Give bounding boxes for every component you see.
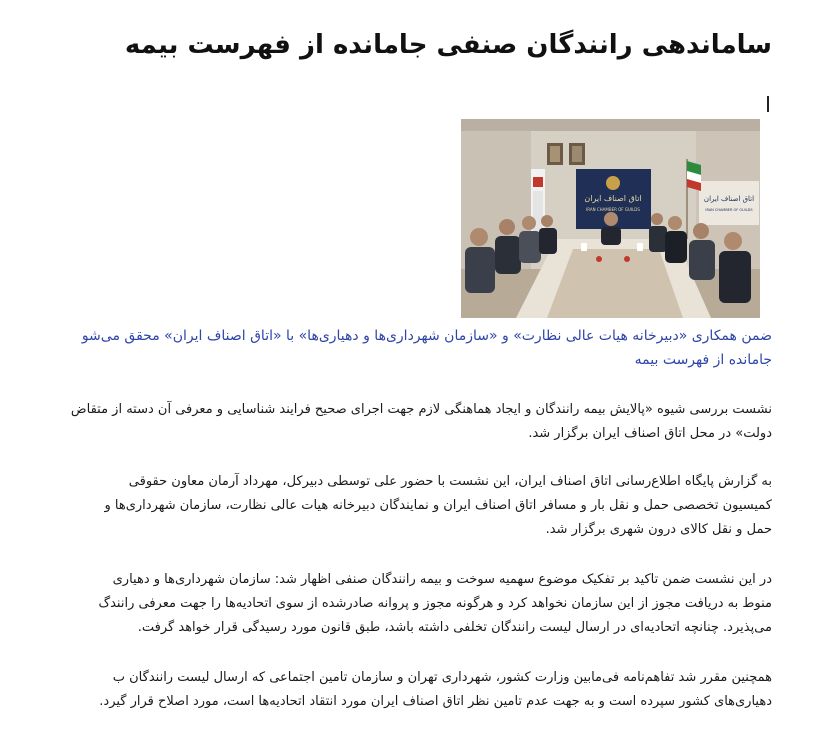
meeting-photo-illustration [461,119,760,318]
article-title: ساماندهی رانندگان صنفی جامانده از فهرست بیمه [124,30,772,60]
paragraph-2 [36,470,772,542]
article-lead [36,324,772,372]
lead-line: جامانده از فهرست بیمه [634,352,772,368]
lead-line: ضمن همکاری «دبیرخانه هیات عالی نظارت» و «سازمان شهرداری‌ها و دهیاری‌ها» با «اتاق اصناف ایران» محقق می‌شو [81,328,772,344]
paragraph-line: منوط به دریافت مجوز از این سازمان نخواهد کرد و هرگونه مجوز و پروانه صادرشده از سوی اتحادیه‌ها را جهت معرفی رانندگ [98,596,772,611]
paragraph-4 [36,666,772,714]
paragraph-1 [36,398,772,446]
side-sign-subtext: IRAN CHAMBER OF GUILDS [705,208,753,212]
paragraph-line: کمیسیون تخصصی حمل و نقل بار و مسافر اتاق اصناف ایران و نمایندگان دبیرخانه هیات عالی نظارت، سازمان شهرداری‌ها و [104,498,772,513]
paragraph-line: در این نشست ضمن تاکید بر تفکیک موضوع سهمیه سوخت و بیمه رانندگان صنفی اظهار شد: سازمان شهرداری‌ها و دهیاری‌ [112,572,772,587]
side-sign-text: اتاق اصناف ایران [703,195,755,203]
paragraph-line: می‌پذیرد. چنانچه اتحادیه‌ای در ارسال لیست رانندگان تخلفی داشته باشد، طبق قانون مورد رسیدگی قرار خواهد گرفت. [137,620,772,635]
paragraph-line: به گزارش پایگاه اطلاع‌رسانی اتاق اصناف ایران، این نشست با حضور علی توسطی دبیرکل، مهرداد آرمان معاون حقوقی [128,474,772,489]
paragraph-line: همچنین مقرر شد تفاهم‌نامه فی‌مابین وزارت کشور، شهرداری تهران و سازمان تامین اجتماعی که ارسال لیست رانندگان ب [112,670,772,685]
text-cursor [767,96,769,112]
paragraph-line: دولت» در محل اتاق اصناف ایران برگزار شد. [528,426,772,441]
paragraph-3 [36,568,772,640]
paragraph-line: حمل و نقل کالای درون شهری برگزار شد. [545,522,772,537]
paragraph-line: نشست بررسی شیوه «پالایش بیمه رانندگان و ایجاد هماهنگی لازم جهت اجرای صحیح فرایند شناسایی و معرفی آن دسته از متقاض [70,402,772,417]
paragraph-line: دهیاری‌های کشور سپرده است و به جهت عدم تامین نظر اتاق اصناف ایران مورد انتقاد اتحادیه‌ها است، مورد اصلاح قرار گیرد. [99,694,772,709]
banner-subtext: IRAN CHAMBER OF GUILDS [586,207,640,212]
article-photo [461,119,760,318]
banner-text: اتاق اصناف ایران [584,194,642,203]
